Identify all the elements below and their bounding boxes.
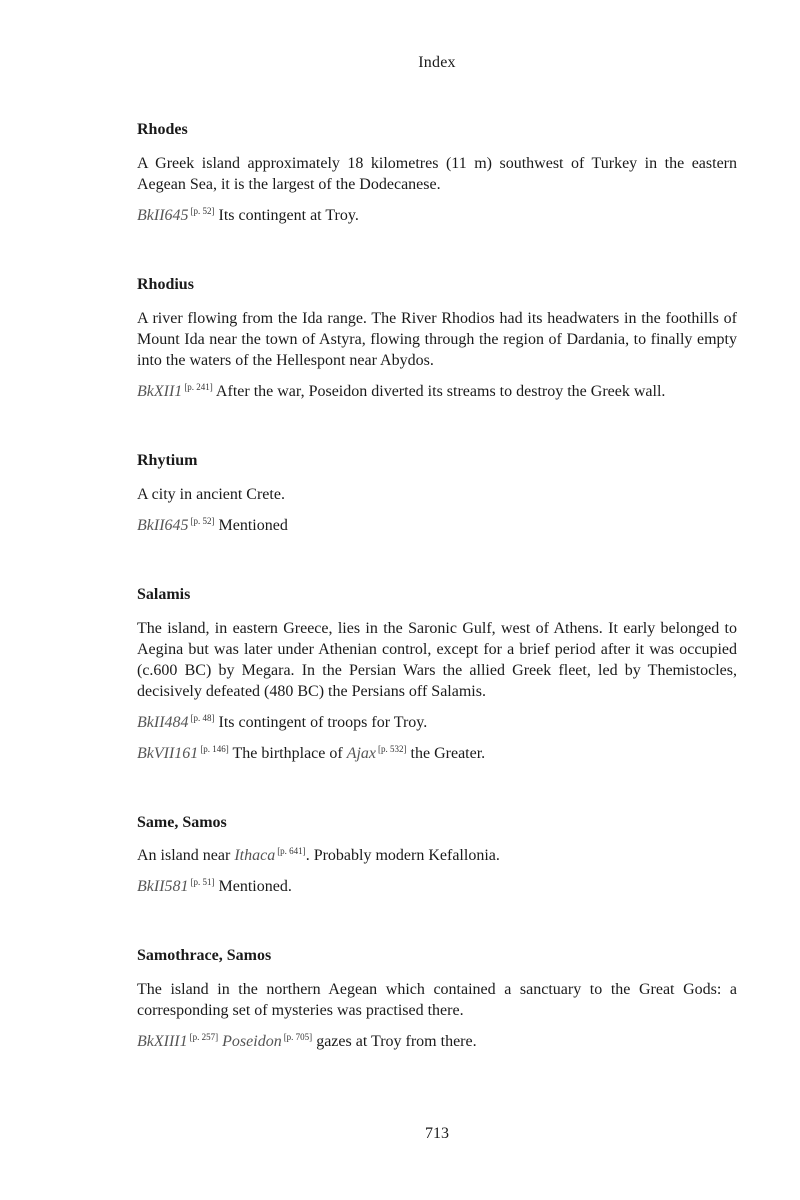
reference-text: The birthplace of: [228, 745, 347, 762]
index-entry-samothrace: [137, 944, 737, 1052]
ajax-link[interactable]: Ajax: [346, 745, 377, 762]
entry-description: A Greek island approximately 18 kilometres (11 m) southwest of Turkey in the eastern Aegean Sea, it is the largest of the Dodecanese.: [137, 155, 737, 193]
entry-description: A city in ancient Crete.: [137, 486, 285, 503]
page-number: 713: [425, 1125, 449, 1142]
page-reference: [p. 52]: [190, 515, 215, 526]
entry-description: The island, in eastern Greece, lies in the Saronic Gulf, west of Athens. It early belonged to Aegina but was later under Athenian control, except for a brief period after it was occupied (c.600 BC) by Megara. In the Persian Wars the allied Greek fleet, led by Themistocles, decisively defeated (480 BC) the Persians off Salamis.: [137, 620, 737, 700]
reference-text: Its contingent at Troy.: [214, 207, 359, 224]
reference-text: Mentioned: [214, 517, 288, 534]
reference-text: gazes at Troy from there.: [312, 1033, 477, 1050]
page-reference: [p. 705]: [283, 1031, 313, 1042]
entry-reference: [137, 205, 737, 226]
page-reference: [p. 257]: [189, 1031, 219, 1042]
description-text: An island near: [137, 847, 235, 864]
entry-reference: [137, 381, 737, 402]
reference-text: After the war, Poseidon diverted its streams to destroy the Greek wall.: [212, 383, 666, 400]
reference-text: the Greater.: [406, 745, 486, 762]
description-text: . Probably modern Kefallonia.: [305, 847, 500, 864]
page-reference: [p. 48]: [190, 712, 215, 723]
book-reference-link[interactable]: BkII645: [137, 207, 189, 224]
entry-title: Rhytium: [137, 452, 198, 469]
book-reference-link[interactable]: BkXII1: [137, 383, 183, 400]
reference-text: Mentioned.: [214, 878, 292, 895]
page-reference: [p. 51]: [190, 876, 215, 887]
entry-reference: [137, 515, 737, 536]
index-entry-salamis: [137, 583, 737, 764]
entry-title: Rhodes: [137, 121, 188, 138]
page-reference: [p. 52]: [190, 205, 215, 216]
page-reference: [p. 532]: [378, 743, 407, 754]
poseidon-link[interactable]: Poseidon: [222, 1033, 282, 1050]
entry-title: Rhodius: [137, 276, 194, 293]
page-header: Index: [418, 54, 456, 71]
book-reference-link[interactable]: BkII484: [137, 714, 189, 731]
entry-description: The island in the northern Aegean which contained a sanctuary to the Great Gods: a corresponding set of mysteries was practised there.: [137, 981, 737, 1019]
index-entry-rhodes: [137, 118, 737, 226]
book-reference-link[interactable]: BkVII161: [137, 745, 199, 762]
entry-description: A river flowing from the Ida range. The River Rhodios had its headwaters in the foothills of Mount Ida near the town of Astyra, flowing through the region of Dardania, to finally empty into the waters of the Hellespont near Abydos.: [137, 310, 737, 369]
book-reference-link[interactable]: BkII645: [137, 517, 189, 534]
book-reference-link[interactable]: BkXIII1: [137, 1033, 188, 1050]
entry-reference: [137, 876, 737, 897]
page-reference: [p. 241]: [184, 381, 213, 392]
ithaca-link[interactable]: Ithaca: [234, 847, 276, 864]
entry-description: [137, 845, 737, 866]
index-content: [137, 118, 737, 1099]
entry-title: Samothrace, Samos: [137, 947, 272, 964]
page-reference: [p. 641]: [277, 845, 306, 856]
index-entry-rhodius: [137, 273, 737, 402]
entry-reference: [137, 743, 737, 764]
reference-text: Its contingent of troops for Troy.: [214, 714, 428, 731]
book-reference-link[interactable]: BkII581: [137, 878, 189, 895]
entry-title: Salamis: [137, 586, 191, 603]
entry-title: Same, Samos: [137, 814, 227, 831]
page-reference: [p. 146]: [200, 743, 229, 754]
index-entry-rhytium: [137, 449, 737, 536]
entry-reference: [137, 712, 737, 733]
index-entry-same-samos: [137, 811, 737, 897]
entry-reference: [137, 1031, 737, 1052]
